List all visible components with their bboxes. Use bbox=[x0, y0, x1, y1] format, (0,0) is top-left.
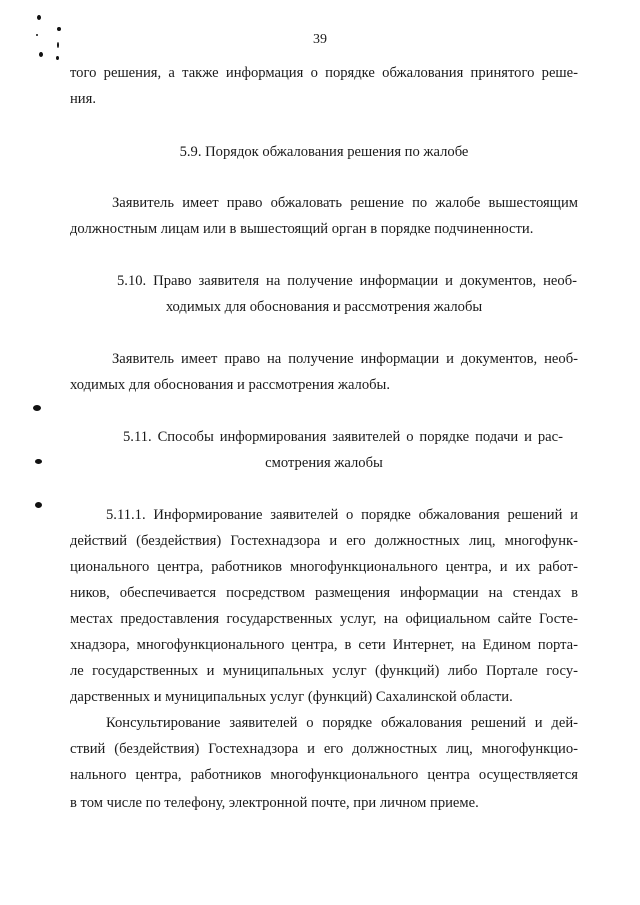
section-heading-5-11-cont: смотрения жалобы bbox=[265, 455, 383, 471]
text-line: местах предоставления государственных услуг, на официальном сайте Госте- bbox=[70, 611, 578, 627]
text-line: в том числе по телефону, электронной почте, при личном приеме. bbox=[70, 795, 479, 811]
scan-speck bbox=[35, 502, 42, 508]
text-line: ционального центра, работников многофункционального центра, и их работ- bbox=[70, 559, 578, 575]
scan-speck bbox=[56, 56, 59, 60]
text-line: дарственных и муниципальных услуг (функций) Сахалинской области. bbox=[70, 689, 513, 705]
text-line: ствий (бездействия) Гостехнадзора и его должностных лиц, многофункцио- bbox=[70, 741, 578, 757]
text-line: действий (бездействия) Гостехнадзора и его должностных лиц, многофунк- bbox=[70, 533, 578, 549]
text-line: Консультирование заявителей о порядке обжалования решений и дей- bbox=[106, 715, 578, 731]
text-line: Заявитель имеет право обжаловать решение по жалобе вышестоящим bbox=[112, 195, 578, 211]
text-line: ле государственных и муниципальных услуг (функций) либо Портале госу- bbox=[70, 663, 578, 679]
scan-speck bbox=[37, 15, 41, 20]
scan-speck bbox=[35, 459, 42, 464]
text-line: нального центра, работников многофункционального центра осуществляется bbox=[70, 767, 578, 783]
section-heading-5-10: 5.10. Право заявителя на получение информации и документов, необ- bbox=[117, 273, 577, 289]
section-heading-5-10-cont: ходимых для обоснования и рассмотрения жалобы bbox=[165, 299, 483, 315]
scan-speck bbox=[57, 27, 61, 31]
text-line: ходимых для обоснования и рассмотрения жалобы. bbox=[70, 377, 391, 393]
section-heading-5-9: 5.9. Порядок обжалования решения по жалобе bbox=[179, 144, 469, 160]
text-line: Заявитель имеет право на получение информации и документов, необ- bbox=[112, 351, 578, 367]
scan-speck bbox=[33, 405, 41, 411]
text-line: того решения, а также информация о порядке обжалования принятого реше- bbox=[70, 65, 578, 81]
page-number: 39 bbox=[313, 32, 327, 47]
section-heading-5-11: 5.11. Способы информирования заявителей о порядке подачи и рас- bbox=[123, 429, 563, 445]
text-line: хнадзора, многофункционального центра, в сети Интернет, на Едином порта- bbox=[70, 637, 578, 653]
text-line: ния. bbox=[70, 91, 96, 107]
scan-speck bbox=[39, 52, 43, 57]
text-line: ников, обеспечивается посредством размещения информации на стендах в bbox=[70, 585, 578, 601]
text-line: должностным лицам или в вышестоящий орган в порядке подчиненности. bbox=[70, 221, 534, 237]
text-line: 5.11.1. Информирование заявителей о порядке обжалования решений и bbox=[106, 507, 578, 523]
